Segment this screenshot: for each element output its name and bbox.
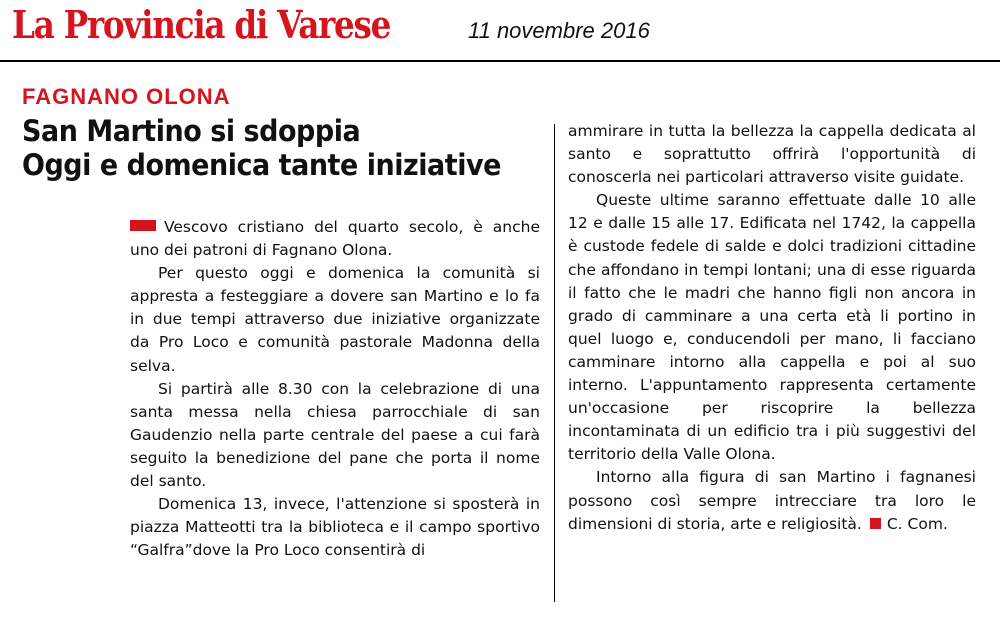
article-column-2 (568, 120, 976, 536)
column-divider (554, 124, 555, 602)
masthead (0, 0, 1000, 60)
author-signature: C. Com. (886, 514, 948, 533)
paragraph-text: Vescovo cristiano del quarto secolo, è anche uno dei patroni di Fagnano Olona. (130, 218, 540, 260)
paragraph: Si partirà alle 8.30 con la celebrazione di una santa messa nella chiesa parrocchiale di san Gaudenzio nella parte centrale del paese a cui farà seguito la benedizione del pane che porta il nome del santo. (130, 379, 540, 491)
paragraph: Domenica 13, invece, l'attenzione si sposterà in piazza Matteotti tra la biblioteca e il campo sportivo “Galfra”dove la Pro Loco consentirà di (130, 495, 540, 560)
paragraph-text: Intorno alla figura di san Martino i fagnanesi possono così sempre intrecciare tra loro le dimensioni di storia, arte e religiosità. (568, 468, 976, 533)
paragraph: Per questo oggi e domenica la comunità si appresta a festeggiare a dovere san Martino e lo fa in due tempi attraverso due iniziative organizzate da Pro Loco e comunità pastorale Madonna della selva. (130, 264, 540, 375)
paragraph: Queste ultime saranno effettuate dalle 10 alle 12 e dalle 15 alle 17. Edificata nel 1742, la cappella è custode fedele di salde e dolci tradizioni cittadine che affondano in tempi lontani; una di esse riguarda il fatto che le madri che hanno figli non ancora in grado di camminare a una certa età li portino in quel luogo e, conducendoli per mano, li facciano camminare intorno alla cappella e poi al suo interno. L'appuntamento rappresenta certamente un'occasione per riscoprire la bellezza incontaminata di un edificio tra i più suggestivi del territorio della Valle Olona. (568, 191, 976, 464)
article-kicker: FAGNANO OLONA (22, 84, 231, 109)
article-headline (22, 114, 552, 182)
publication-date: 11 novembre 2016 (468, 18, 650, 43)
headline-line-2: Oggi e domenica tante iniziative (22, 148, 501, 182)
paragraph (130, 216, 540, 262)
article-column-1 (130, 216, 540, 562)
newspaper-logo: La Provincia di Varese (12, 2, 391, 47)
lead-marker-icon (130, 220, 156, 231)
paragraph (568, 466, 976, 535)
masthead-divider (0, 60, 1000, 62)
end-marker-icon (870, 518, 881, 529)
headline-line-1: San Martino si sdoppia (22, 114, 361, 148)
paragraph: ammirare in tutta la bellezza la cappella dedicata al santo e soprattutto offrirà l'opportunità di conoscerla nei particolari attraverso visite guidate. (568, 122, 976, 187)
